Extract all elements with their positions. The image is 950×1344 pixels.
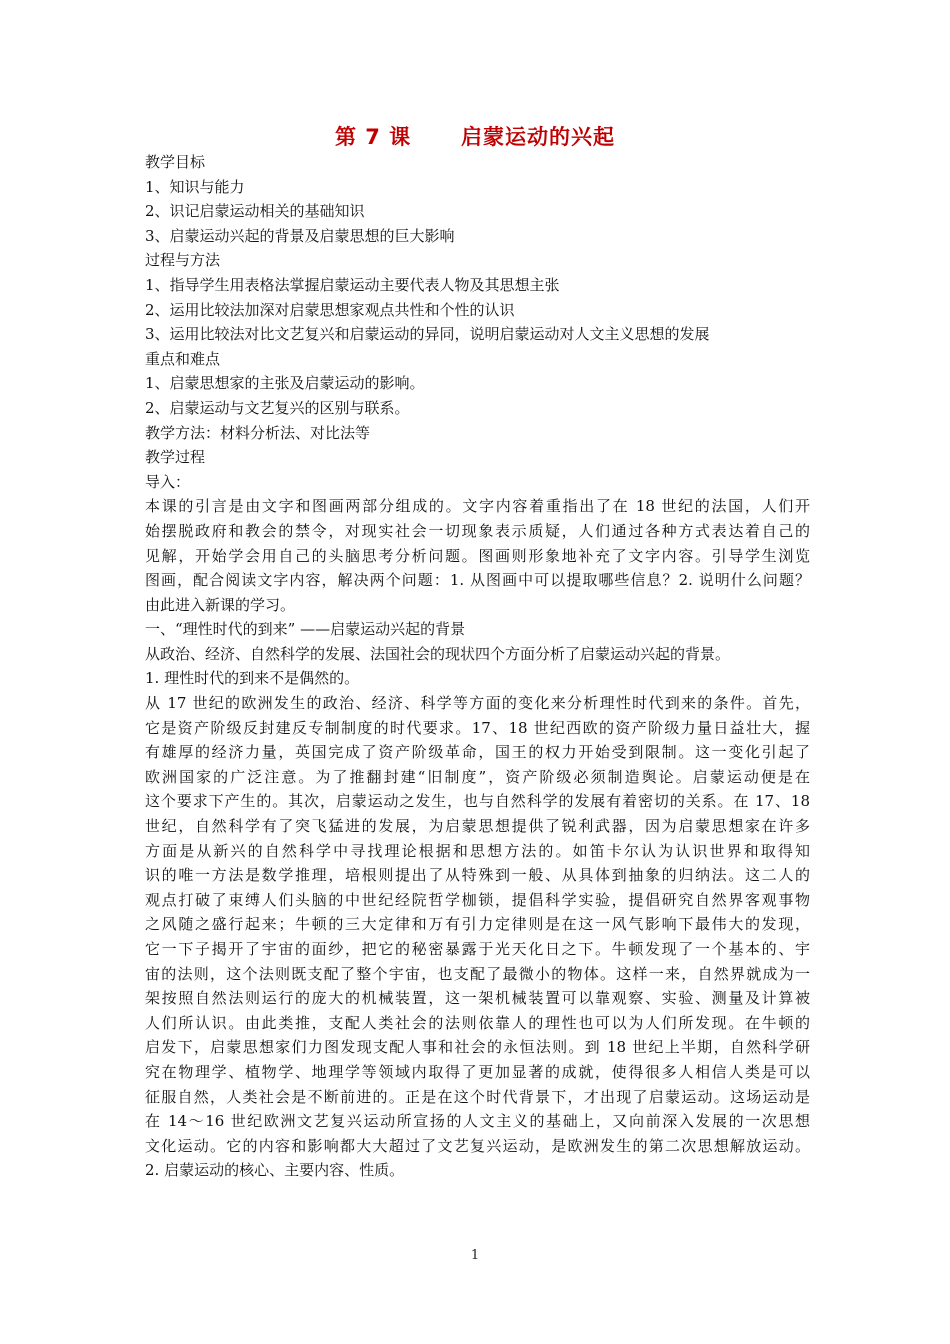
paragraph-line: 欧洲国家的广泛注意。为了推翻封建“旧制度”，资产阶级必须制造舆论。启蒙运动便是在 <box>145 767 810 786</box>
list-item: 2、启蒙运动与文艺复兴的区别与联系。 <box>145 398 410 417</box>
page-title: 第 7 课 启蒙运动的兴起 <box>334 125 616 149</box>
paragraph-line: 之风随之盛行起来；牛顿的三大定律和万有引力定律则是在这一风气影响下最伟大的发现， <box>145 915 810 934</box>
paragraph-line: 由此进入新课的学习。 <box>145 595 296 614</box>
section-heading: 教学方法：材料分析法、对比法等 <box>145 423 371 442</box>
section-heading: 教学过程 <box>145 448 206 467</box>
paragraph-line: 究在物理学、植物学、地理学等领域内取得了更加显著的成就，使得很多人相信人类是可以 <box>145 1062 810 1081</box>
paragraph-line: 它是资产阶级反封建反专制制度的时代要求。17、18 世纪西欧的资产阶级力量日益壮大，握 <box>145 718 810 737</box>
paragraph-line: 始摆脱政府和教会的禁令，对现实社会一切现象表示质疑，人们通过各种方式表达着自己的 <box>145 521 810 540</box>
list-item: 1、启蒙思想家的主张及启蒙运动的影响。 <box>145 374 425 393</box>
section-heading: 教学目标 <box>145 153 206 171</box>
paragraph-line: 有雄厚的经济力量，英国完成了资产阶级革命，国王的权力开始受到限制。这一变化引起了 <box>145 743 810 762</box>
section-heading: 重点和难点 <box>145 349 221 368</box>
paragraph-line: 文化运动。它的内容和影响都大大超过了文艺复兴运动，是欧洲发生的第二次思想解放运动。 <box>145 1136 810 1155</box>
paragraph-line: 本课的引言是由文字和图画两部分组成的。文字内容着重指出了在 18 世纪的法国，人们开 <box>145 497 810 516</box>
paragraph-line: 在 14～16 世纪欧洲文艺复兴运动所宣扬的人文主义的基础上，又向前深入发展的一次思想 <box>145 1112 810 1131</box>
paragraph-line: 观点打破了束缚人们头脑的中世纪经院哲学枷锁，提倡科学实验，提倡研究自然界客观事物 <box>145 890 810 909</box>
paragraph-line: 这个要求下产生的。其次，启蒙运动之发生，也与自然科学的发展有着密切的关系。在 17、18 <box>145 792 810 811</box>
paragraph-line: 图画，配合阅读文字内容，解决两个问题：1. 从图画中可以提取哪些信息？2. 说明什么问题？ <box>145 571 810 590</box>
paragraph-line: 人们所认识。由此类推，支配人类社会的法则依靠人的理性也可以为人们所发现。在牛顿的 <box>145 1013 810 1032</box>
paragraph-line: 从 17 世纪的欧洲发生的政治、经济、科学等方面的变化来分析理性时代到来的条件。首先， <box>145 694 810 713</box>
section-heading: 导入： <box>145 472 191 491</box>
paragraph-line: 方面是从新兴的自然科学中寻找理论根据和思想方法的。如笛卡尔认为认识世界和取得知 <box>145 841 810 860</box>
paragraph-line: 架按照自然法则运行的庞大的机械装置，这一架机械装置可以靠观察、实验、测量及计算被 <box>145 989 810 1008</box>
paragraph-line: 从政治、经济、自然科学的发展、法国社会的现状四个方面分析了启蒙运动兴起的背景。 <box>145 644 731 663</box>
list-item: 1、知识与能力 <box>145 177 245 196</box>
section-heading: 一、“理性时代的到来” ——启蒙运动兴起的背景 <box>145 620 466 639</box>
paragraph-line: 宙的法则，这个法则既支配了整个宇宙，也支配了最微小的物体。这样一来，自然界就成为一 <box>145 964 810 983</box>
list-item: 2、运用比较法加深对启蒙思想家观点共性和个性的认识 <box>145 300 515 319</box>
subsection-heading: 1. 理性时代的到来不是偶然的。 <box>145 669 360 688</box>
paragraph-line: 启发下，启蒙思想家们力图发现支配人事和社会的永恒法则。到 18 世纪上半期，自然科学研 <box>145 1038 810 1057</box>
paragraph-line: 它一下子揭开了宇宙的面纱，把它的秘密暴露于光天化日之下。牛顿发现了一个基本的、宇 <box>145 940 810 958</box>
document-body <box>145 150 810 1183</box>
paragraph-line: 世纪，自然科学有了突飞猛进的发展，为启蒙思想提供了锐利武器，因为启蒙思想家在许多 <box>145 817 810 836</box>
subsection-heading: 2. 启蒙运动的核心、主要内容、性质。 <box>145 1161 405 1180</box>
paragraph-line: 见解，开始学会用自己的头脑思考分析问题。图画则形象地补充了文字内容。引导学生浏览 <box>145 546 810 565</box>
paragraph-line: 征服自然，人类社会是不断前进的。正是在这个时代背景下，才出现了启蒙运动。这场运动是 <box>145 1087 810 1106</box>
list-item: 3、运用比较法对比文艺复兴和启蒙运动的异同，说明启蒙运动对人文主义思想的发展 <box>145 325 710 344</box>
list-item: 3、启蒙运动兴起的背景及启蒙思想的巨大影响 <box>145 226 455 245</box>
list-item: 2、识记启蒙运动相关的基础知识 <box>145 202 365 221</box>
section-heading: 过程与方法 <box>145 251 221 270</box>
page-number: 1 <box>470 1248 480 1263</box>
paragraph-line: 识的唯一方法是数学推理，培根则提出了从特殊到一般、从具体到抽象的归纳法。这二人的 <box>145 866 810 885</box>
list-item: 1、指导学生用表格法掌握启蒙运动主要代表人物及其思想主张 <box>145 275 560 294</box>
